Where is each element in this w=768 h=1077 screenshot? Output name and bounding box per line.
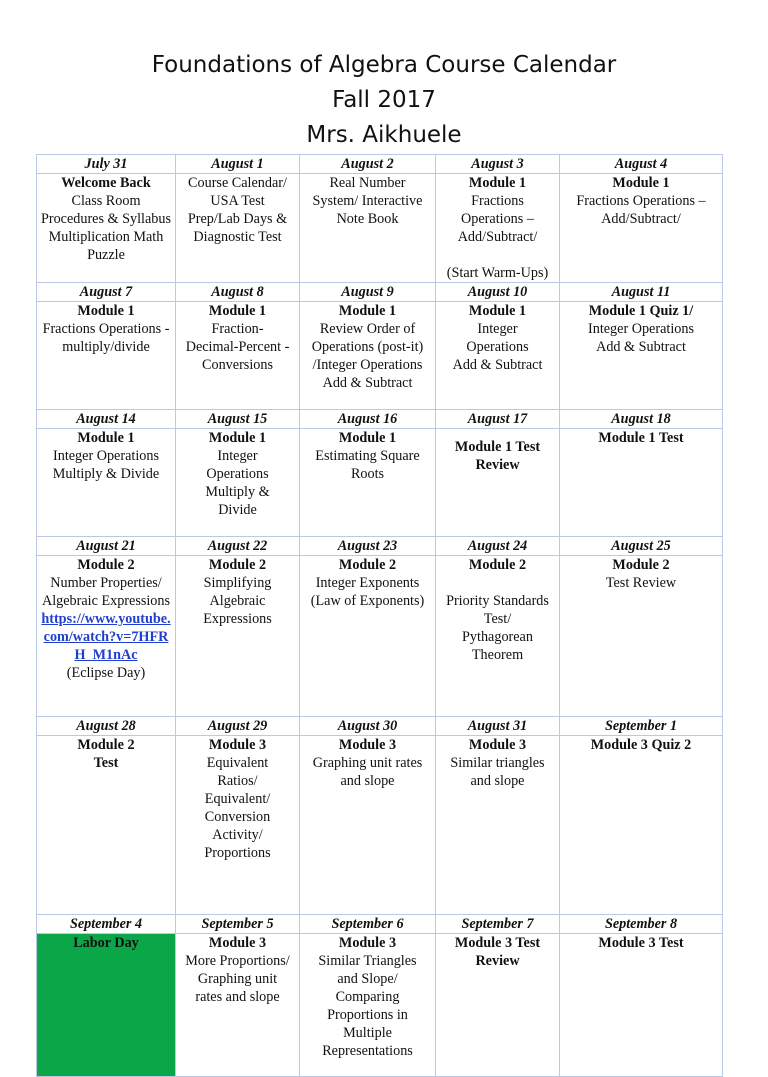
date-cell: August 30 — [300, 717, 436, 736]
module-heading: Module 2 — [612, 557, 670, 573]
course-calendar-table — [36, 154, 723, 1077]
activity-text: Review Order of — [319, 321, 416, 337]
day-content-cell — [300, 429, 436, 537]
date-cell: August 18 — [560, 410, 723, 429]
activity-text: Fractions Operations - — [42, 321, 170, 337]
activity-text: More Proportions/ — [185, 953, 290, 969]
activity-note: (Eclipse Day) — [66, 665, 146, 681]
activity-text: Test Review — [605, 575, 677, 591]
day-content-cell — [176, 934, 300, 1077]
module-heading: Module 1 — [468, 303, 527, 319]
day-content-cell — [560, 302, 723, 410]
date-row — [37, 283, 723, 302]
activity-text: Puzzle — [87, 247, 125, 263]
module-heading: Module 1 — [208, 430, 267, 446]
date-cell: August 11 — [560, 283, 723, 302]
module-heading: Module 2 — [208, 557, 267, 573]
date-cell: August 24 — [436, 537, 560, 556]
module-heading: Module 3 Test — [454, 935, 541, 951]
date-cell: August 28 — [37, 717, 176, 736]
activity-text: Graphing unit — [197, 971, 278, 987]
activity-text: (Law of Exponents) — [310, 593, 425, 609]
module-heading: Module 3 — [338, 935, 397, 951]
activity-text: Operations — [206, 466, 269, 482]
module-heading: Module 1 Quiz 1/ — [588, 303, 694, 319]
activity-text: Integer — [217, 448, 258, 464]
date-cell: September 5 — [176, 915, 300, 934]
holiday-label: Labor Day — [73, 935, 139, 951]
date-cell: August 15 — [176, 410, 300, 429]
date-cell: August 14 — [37, 410, 176, 429]
activity-text: Activity/ — [212, 827, 263, 843]
activity-text: and slope — [470, 773, 525, 789]
activity-text: Expressions — [203, 611, 272, 627]
activity-note: (Start Warm-Ups) — [446, 265, 549, 281]
activity-text: Add/Subtract/ — [601, 211, 681, 227]
content-row — [37, 174, 723, 283]
activity-text: Multiplication Math — [48, 229, 164, 245]
spacer — [439, 246, 556, 264]
date-cell: August 16 — [300, 410, 436, 429]
date-cell: August 10 — [436, 283, 560, 302]
module-heading: Module 3 Quiz 2 — [590, 737, 692, 753]
date-cell: August 4 — [560, 155, 723, 174]
date-row — [37, 410, 723, 429]
date-cell: August 17 — [436, 410, 560, 429]
module-heading: Welcome Back — [61, 175, 151, 191]
activity-text: multiply/divide — [62, 339, 150, 355]
date-cell: August 1 — [176, 155, 300, 174]
activity-text: Similar triangles — [450, 755, 545, 771]
activity-text: Multiply & Divide — [52, 466, 160, 482]
activity-text: /Integer Operations — [312, 357, 423, 373]
day-content-cell — [436, 429, 560, 537]
date-cell: August 22 — [176, 537, 300, 556]
day-content-cell — [176, 302, 300, 410]
activity-text: Algebraic — [209, 593, 266, 609]
activity-text: Diagnostic Test — [193, 229, 282, 245]
content-row — [37, 302, 723, 410]
day-content-cell — [300, 174, 436, 283]
day-content-cell — [436, 736, 560, 915]
date-cell: August 3 — [436, 155, 560, 174]
day-content-cell — [176, 556, 300, 717]
activity-text: Add & Subtract — [322, 375, 413, 391]
module-heading: Module 3 — [208, 737, 267, 753]
activity-text: Add & Subtract — [452, 357, 543, 373]
activity-text: Simplifying — [203, 575, 272, 591]
module-heading: Test — [93, 755, 119, 771]
date-cell: August 21 — [37, 537, 176, 556]
activity-text: System/ Interactive — [312, 193, 423, 209]
day-content-cell — [560, 736, 723, 915]
activity-text: Conversions — [202, 357, 273, 373]
module-heading: Module 1 — [338, 303, 397, 319]
module-heading: Module 2 — [338, 557, 397, 573]
module-heading: Module 1 — [208, 303, 267, 319]
activity-text: Algebraic Expressions — [41, 593, 171, 609]
day-content-cell — [37, 302, 176, 410]
day-content-cell — [560, 174, 723, 283]
date-cell: August 29 — [176, 717, 300, 736]
date-cell: August 31 — [436, 717, 560, 736]
day-content-cell — [436, 174, 560, 283]
date-cell: September 6 — [300, 915, 436, 934]
day-content-cell — [176, 174, 300, 283]
day-content-cell — [37, 556, 176, 717]
activity-text: Divide — [218, 502, 257, 518]
module-heading: Module 1 — [612, 175, 670, 191]
date-row — [37, 537, 723, 556]
module-heading: Module 3 — [468, 737, 527, 753]
day-content-cell — [560, 934, 723, 1077]
day-content-cell — [436, 934, 560, 1077]
date-cell: September 8 — [560, 915, 723, 934]
activity-text: Add/Subtract/ — [457, 229, 538, 245]
date-cell: August 8 — [176, 283, 300, 302]
date-cell: August 2 — [300, 155, 436, 174]
module-heading: Module 1 — [77, 303, 135, 319]
activity-text: Priority Standards — [446, 593, 549, 609]
day-content-cell — [37, 429, 176, 537]
date-cell: August 9 — [300, 283, 436, 302]
title-line-2: Fall 2017 — [332, 87, 436, 113]
content-row — [37, 736, 723, 915]
activity-text: Representations — [322, 1043, 413, 1059]
activity-text: Integer Exponents — [315, 575, 420, 591]
date-row — [37, 155, 723, 174]
module-heading: Module 1 — [77, 430, 135, 446]
date-cell: August 25 — [560, 537, 723, 556]
module-heading: Module 2 — [468, 557, 527, 573]
day-content-cell — [37, 934, 176, 1077]
content-row — [37, 934, 723, 1077]
activity-text: Proportions in — [327, 1007, 408, 1023]
activity-text: and slope — [340, 773, 395, 789]
video-link[interactable]: com/watch?v=7HFR — [43, 629, 169, 645]
module-heading: Module 3 — [208, 935, 267, 951]
day-content-cell — [436, 556, 560, 717]
activity-text: Proportions — [204, 845, 271, 861]
module-heading: Module 1 Test — [598, 430, 684, 446]
activity-text: Operations — [466, 339, 529, 355]
activity-text: Equivalent/ — [204, 791, 271, 807]
module-heading: Review — [475, 457, 520, 473]
module-heading: Module 1 — [338, 430, 397, 446]
day-content-cell — [37, 174, 176, 283]
day-content-cell — [37, 736, 176, 915]
activity-text: Class Room — [71, 193, 141, 209]
activity-text: Fractions — [471, 193, 524, 209]
activity-text: Procedures & Syllabus — [40, 211, 172, 227]
activity-text: rates and slope — [195, 989, 280, 1005]
module-heading: Module 1 — [468, 175, 527, 191]
activity-text: Estimating Square — [315, 448, 420, 464]
activity-text: Prep/Lab Days & — [187, 211, 288, 227]
activity-text: Number Properties/ — [50, 575, 162, 591]
activity-text: and Slope/ — [337, 971, 398, 987]
module-heading: Module 1 Test — [454, 439, 541, 455]
date-cell: September 4 — [37, 915, 176, 934]
activity-text: Equivalent — [206, 755, 269, 771]
module-heading: Module 2 — [77, 737, 135, 753]
activity-text: Test/ — [483, 611, 512, 627]
module-heading: Module 3 Test — [598, 935, 684, 951]
activity-text: Fraction- — [211, 321, 264, 337]
activity-text: Operations – — [461, 211, 534, 227]
activity-text: Operations (post-it) — [311, 339, 424, 355]
activity-text: Roots — [350, 466, 385, 482]
activity-text: Multiple — [343, 1025, 392, 1041]
day-content-cell — [300, 302, 436, 410]
activity-text: Add & Subtract — [596, 339, 686, 355]
content-row — [37, 556, 723, 717]
content-row — [37, 429, 723, 537]
day-content-cell — [300, 934, 436, 1077]
activity-text: Ratios/ — [217, 773, 258, 789]
video-link[interactable]: H_M1nAc — [74, 647, 138, 663]
activity-text: Decimal-Percent - — [185, 339, 290, 355]
activity-text: USA Test — [210, 193, 265, 209]
date-row — [37, 717, 723, 736]
activity-text: Graphing unit rates — [312, 755, 423, 771]
date-cell: July 31 — [37, 155, 176, 174]
activity-text: Course Calendar/ — [188, 175, 287, 191]
video-link[interactable]: https://www.youtube. — [41, 611, 171, 627]
module-heading: Module 2 — [77, 557, 135, 573]
activity-text: Integer — [477, 321, 518, 337]
activity-text: Similar Triangles — [318, 953, 417, 969]
activity-text: Real Number — [329, 175, 406, 191]
activity-text: Fractions Operations – — [576, 193, 706, 209]
activity-text: Theorem — [471, 647, 524, 663]
day-content-cell — [176, 736, 300, 915]
title-line-3: Mrs. Aikhuele — [306, 122, 462, 148]
spacer — [439, 574, 556, 592]
day-content-cell — [300, 736, 436, 915]
date-cell: August 7 — [37, 283, 176, 302]
activity-text: Integer Operations — [53, 448, 159, 464]
date-cell: September 1 — [560, 717, 723, 736]
day-content-cell — [560, 556, 723, 717]
day-content-cell — [176, 429, 300, 537]
date-cell: September 7 — [436, 915, 560, 934]
activity-text: Multiply & — [205, 484, 270, 500]
date-row — [37, 915, 723, 934]
day-content-cell — [436, 302, 560, 410]
date-cell: August 23 — [300, 537, 436, 556]
title-line-1: Foundations of Algebra Course Calendar — [151, 52, 617, 78]
module-heading: Review — [475, 953, 520, 969]
day-content-cell — [560, 429, 723, 537]
activity-text: Pythagorean — [462, 629, 533, 645]
activity-text: Note Book — [336, 211, 399, 227]
module-heading: Module 3 — [338, 737, 397, 753]
day-content-cell — [300, 556, 436, 717]
activity-text: Conversion — [204, 809, 271, 825]
activity-text: Comparing — [335, 989, 400, 1005]
activity-text: Integer Operations — [588, 321, 694, 337]
calendar-title — [0, 48, 768, 153]
